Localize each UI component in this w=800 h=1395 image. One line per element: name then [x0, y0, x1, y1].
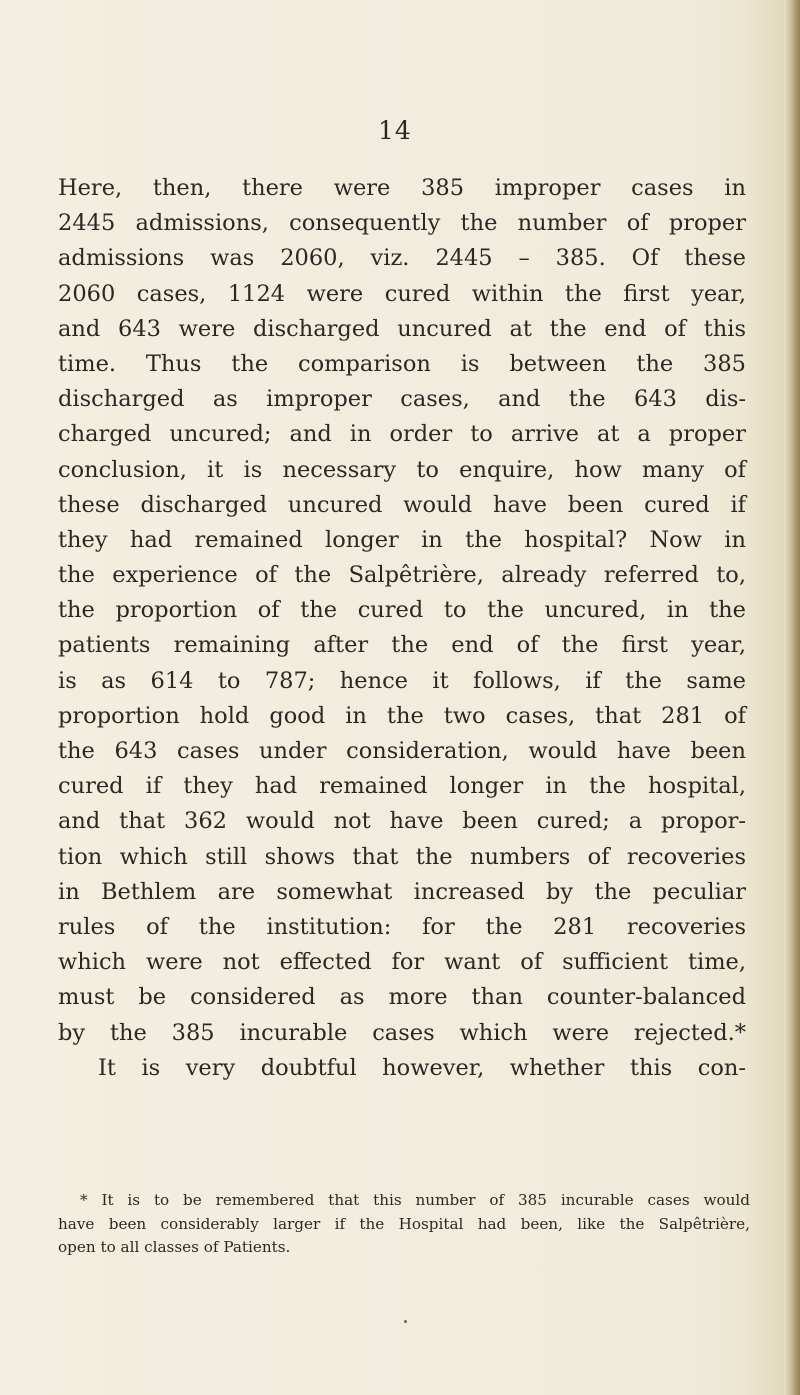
text-line: in Bethlem are somewhat increased by the peculiar — [58, 878, 746, 905]
text-line: 2060 cases, 1124 were cured within the first year, — [58, 280, 746, 307]
page-number: 14 — [378, 116, 412, 145]
text-line: which were not effected for want of sufficient time, — [58, 949, 746, 976]
ink-speck — [404, 1320, 407, 1323]
text-line: is as 614 to 787; hence it follows, if the same — [58, 667, 746, 694]
text-line: the 643 cases under consideration, would have been — [58, 738, 746, 764]
text-line: 2445 admissions, consequently the number of proper — [58, 210, 746, 237]
text-line: patients remaining after the end of the first year, — [58, 632, 746, 659]
text-line: Here, then, there were 385 improper cases in — [58, 175, 746, 201]
text-line: these discharged uncured would have been cured if — [58, 491, 746, 518]
text-line: conclusion, it is necessary to enquire, how many of — [58, 456, 746, 483]
text-line: It is very doubtful however, whether this con- — [98, 1054, 746, 1081]
body-text — [58, 171, 746, 1086]
text-line: the proportion of the cured to the uncured, in the — [58, 597, 746, 624]
text-line: time. Thus the comparison is between the 385 — [58, 350, 746, 377]
page-edge — [784, 0, 800, 1395]
text-line: and 643 were discharged uncured at the end of this — [58, 315, 746, 342]
text-line: they had remained longer in the hospital? Now in — [58, 526, 746, 553]
footnote-line: open to all classes of Patients. — [58, 1238, 291, 1256]
text-line: and that 362 would not have been cured; a propor- — [58, 808, 746, 835]
footnote-line: * It is to be remembered that this number of 385 incurable cases would — [80, 1191, 750, 1209]
text-line: discharged as improper cases, and the 643 dis- — [58, 386, 746, 413]
text-line: by the 385 incurable cases which were rejected.* — [58, 1019, 746, 1046]
text-line: cured if they had remained longer in the hospital, — [58, 773, 746, 800]
text-line: charged uncured; and in order to arrive at a proper — [58, 421, 746, 448]
text-line: admissions was 2060, viz. 2445 – 385. Of these — [58, 245, 746, 272]
footnote-line: have been considerably larger if the Hospital had been, like the Salpêtrière, — [58, 1214, 750, 1233]
footnote — [58, 1189, 750, 1260]
text-line: must be considered as more than counter-balanced — [58, 984, 746, 1011]
text-line: proportion hold good in the two cases, that 281 of — [58, 702, 746, 729]
text-line: the experience of the Salpêtrière, already referred to, — [58, 562, 746, 589]
text-line: tion which still shows that the numbers of recoveries — [58, 843, 746, 870]
text-line: rules of the institution: for the 281 recoveries — [58, 913, 746, 940]
